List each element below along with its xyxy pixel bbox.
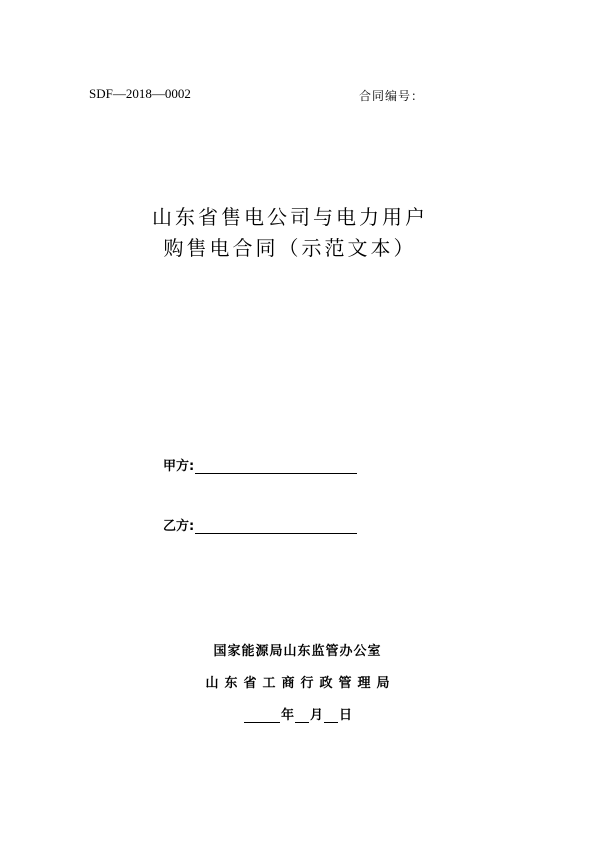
document-code: SDF—2018—0002 (89, 86, 191, 101)
issuer-line-2: 山东省工商行政管理局 (205, 676, 396, 691)
party-b-row (163, 515, 357, 534)
month-blank-line (295, 708, 309, 723)
document-title-line-2: 购售电合同（示范文本） (163, 236, 417, 260)
year-blank-line (244, 708, 280, 723)
party-b-label: 乙方: (163, 519, 195, 534)
party-a-row (163, 455, 357, 474)
date-row (244, 704, 353, 723)
party-b-blank-line (195, 519, 357, 534)
document-title-line-1: 山东省售电公司与电力用户 (152, 205, 428, 229)
year-label: 年 (281, 708, 295, 723)
month-label: 月 (310, 708, 324, 723)
contract-number-label: 合同编号： (359, 89, 425, 103)
party-a-label: 甲方: (163, 459, 195, 474)
party-a-blank-line (195, 459, 357, 474)
issuer-line-1: 国家能源局山东监管办公室 (213, 644, 382, 659)
day-blank-line (324, 708, 338, 723)
day-label: 日 (339, 708, 353, 723)
